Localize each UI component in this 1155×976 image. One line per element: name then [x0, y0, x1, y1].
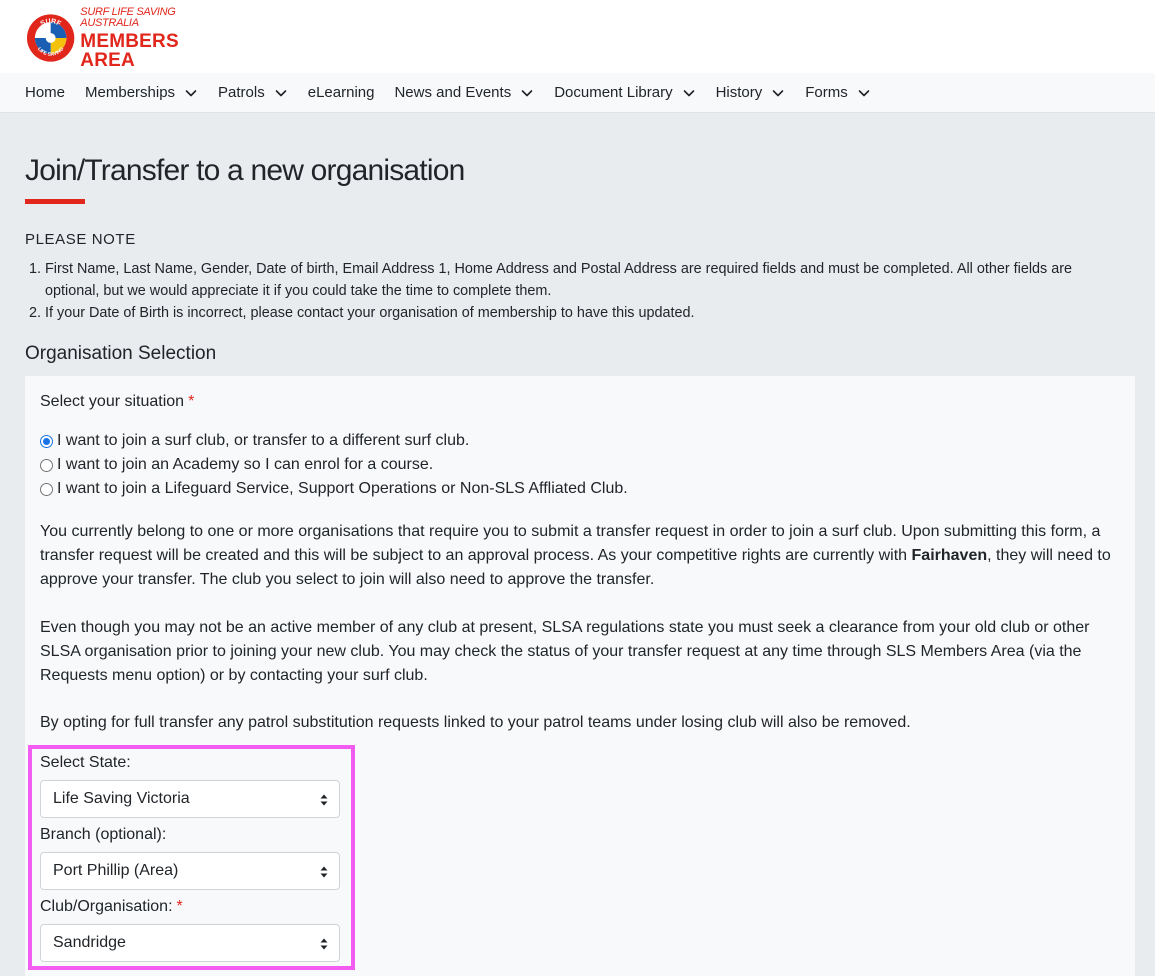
clearance-info-paragraph: Even though you may not be an active member of any club at present, SLSA regulations state you must seek a clearance from your old club or other SLSA organisation prior to joining your new club. You may check the status of your transfer request at any time through SLS Members Area (via the Requests menu option) or by contacting your surf club. [40, 619, 1090, 684]
nav-item-news-and-events[interactable] [394, 84, 534, 101]
chevron-down-icon [857, 86, 871, 100]
site-logo[interactable] [26, 5, 236, 71]
patrol-substitution-paragraph: By opting for full transfer any patrol substitution requests linked to your patrol teams under losing club will also be removed. [40, 714, 911, 731]
situation-option-surf-club[interactable] [40, 432, 469, 450]
state-select[interactable] [40, 780, 340, 818]
state-select-value: Life Saving Victoria [53, 790, 190, 807]
para-text: You currently belong to one or more organisations that require you to submit a transfer request in order to join a surf club. Upon submitting this form, a transfer request will be created and this will be subject to an approval process. As your competitive rights are currently with [40, 523, 1101, 564]
main-nav [0, 73, 1155, 113]
logo-text-top: SURF [39, 18, 62, 28]
radio-button[interactable] [40, 459, 53, 472]
radio-button[interactable] [40, 483, 53, 496]
section-heading: Organisation Selection [25, 343, 217, 364]
org-name: SURF LIFE SAVING AUSTRALIA [80, 5, 176, 29]
transfer-info-paragraph [40, 520, 1122, 592]
organisation-panel [25, 376, 1135, 976]
club-label [40, 898, 183, 916]
page-title: Join/Transfer to a new organisation [25, 154, 465, 187]
para-text: , they will need to approve your transfer. The club you select to join will also need to approve the transfer. [40, 547, 1111, 588]
nav-item-patrols[interactable] [218, 84, 288, 101]
club-select-value: Sandridge [53, 934, 126, 951]
required-marker: * [188, 393, 195, 410]
nav-item-elearning[interactable] [308, 84, 375, 101]
option-label: I want to join an Academy so I can enrol for a course. [57, 456, 434, 473]
note-item: 1. First Name, Last Name, Gender, Date of birth, Email Address 1, Home Address and Postal Address are required fields and must be completed. All other fields are optional, but we would appreciate it if you could take the time to complete them. [45, 258, 1105, 302]
nav-item-label: News and Events [394, 84, 512, 101]
club-select[interactable] [40, 924, 340, 962]
nav-item-label: Forms [805, 84, 848, 101]
nav-item-label: eLearning [307, 84, 375, 101]
situation-label-text: Select your situation [40, 393, 185, 410]
note-item: 2. If your Date of Birth is incorrect, please contact your organisation of membership to have this updated. [45, 302, 1105, 324]
nav-item-label: Patrols [218, 84, 265, 101]
site-header [0, 0, 1155, 73]
option-label: I want to join a surf club, or transfer to a different surf club. [57, 432, 470, 449]
nav-item-memberships[interactable] [85, 84, 198, 101]
nav-item-document-library[interactable] [554, 84, 695, 101]
nav-item-forms[interactable] [805, 84, 871, 101]
branch-select-value: Port Phillip (Area) [53, 862, 179, 879]
chevron-down-icon [274, 86, 288, 100]
option-label: I want to join a Lifeguard Service, Support Operations or Non-SLS Affliated Club. [57, 480, 628, 497]
branch-select[interactable] [40, 852, 340, 890]
chevron-down-icon [520, 86, 534, 100]
nav-item-label: History [715, 84, 763, 101]
select-arrows-icon [319, 793, 329, 807]
select-arrows-icon [319, 865, 329, 879]
radio-button-checked[interactable] [40, 435, 53, 448]
nav-item-label: Home [25, 84, 66, 101]
nav-item-history[interactable] [716, 84, 786, 101]
note-list [25, 258, 1105, 324]
nav-item-label: Document Library [554, 84, 673, 101]
nav-item-label: Memberships [85, 84, 176, 101]
title-underline [25, 199, 85, 204]
chevron-down-icon [682, 86, 696, 100]
branch-label: Branch (optional): [40, 826, 167, 843]
chevron-down-icon [184, 86, 198, 100]
situation-option-lifeguard[interactable] [40, 480, 628, 498]
select-arrows-icon [319, 937, 329, 951]
current-club: Fairhaven [911, 547, 988, 564]
situation-label [40, 393, 194, 411]
logo-text-bottom: LIFE SAVING [35, 46, 66, 58]
chevron-down-icon [771, 86, 785, 100]
club-label-text: Club/Organisation: [40, 898, 173, 915]
note-heading: PLEASE NOTE [25, 231, 136, 248]
nav-item-home[interactable] [25, 84, 65, 101]
surf-life-saving-logo-icon [26, 13, 75, 63]
situation-option-academy[interactable] [40, 456, 433, 474]
required-marker: * [176, 898, 183, 915]
logo-wordmark [80, 7, 236, 70]
area-name: MEMBERS AREA [80, 30, 179, 71]
state-label: Select State: [40, 754, 131, 771]
